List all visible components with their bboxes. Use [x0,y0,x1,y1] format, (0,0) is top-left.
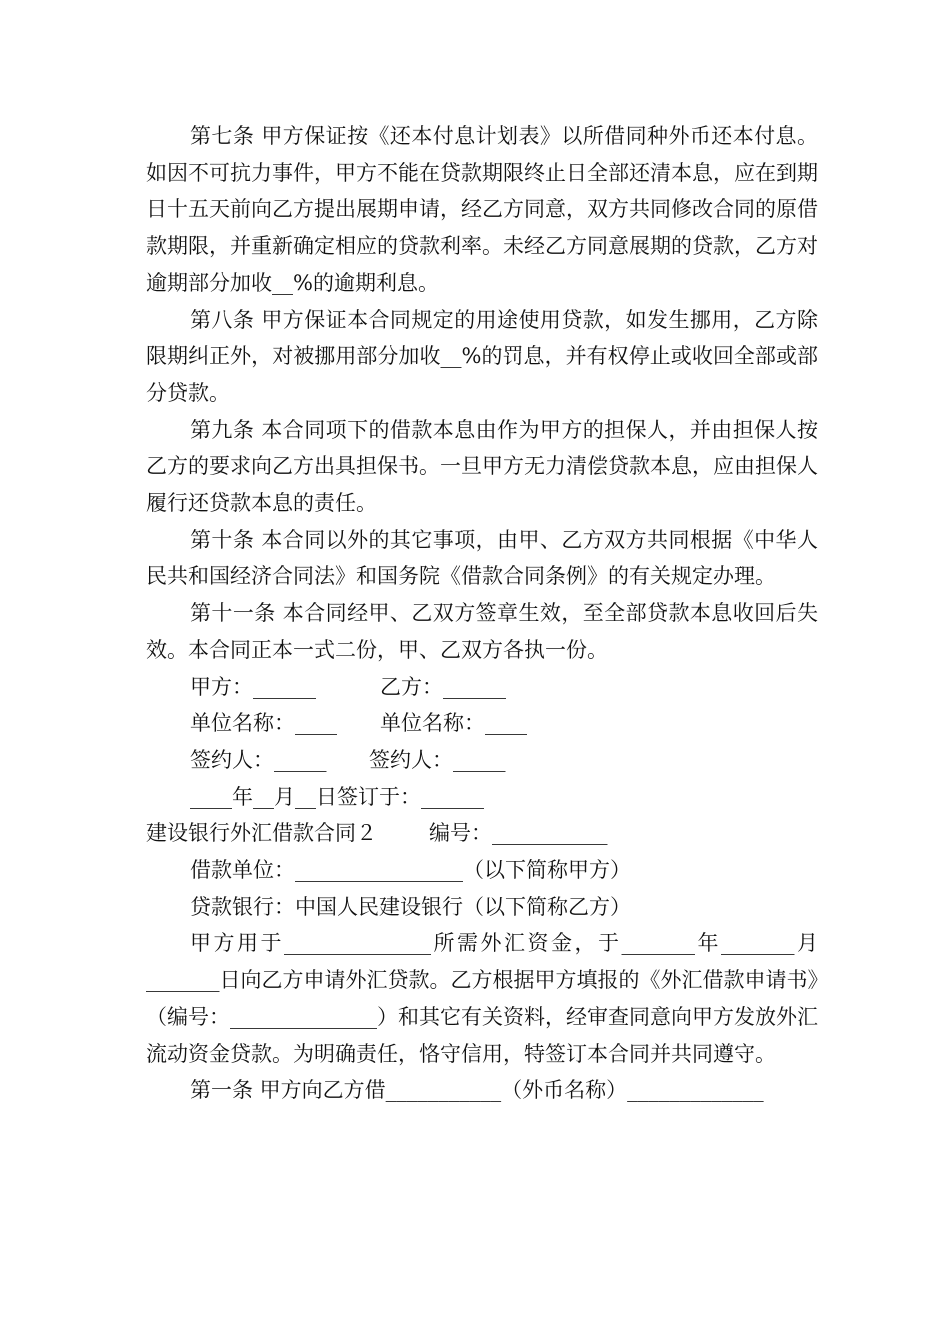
article-10: 第十条 本合同以外的其它事项，由甲、乙方双方共同根据《中华人民共和国经济合同法》和国务院《借款合同条例》的有关规定办理。 [146,527,818,589]
article-7: 第七条 甲方保证按《还本付息计划表》以所借同种外币还本付息。如因不可抗力事件，甲方不能在贷款期限终止日全部还清本息，应在到期日十五天前向乙方提出展期申请，经乙方同意，双方共同修改合同的原借款期限，并重新确定相应的贷款利率。未经乙方同意展期的贷款，乙方对逾期部分加收__%的逾期利息。 [146,124,818,295]
document-body [146,118,818,1109]
signature-date-row: ____年__月__日签订于：______ [190,784,484,809]
contract2-article-1: 第一条 甲方向乙方借___________（外币名称）_____________ [190,1078,764,1103]
contract2-number: 编号：___________ [429,821,608,846]
signer-b-field: 签约人：_____ [369,747,506,772]
contract2-borrower: 借款单位：________________（以下简称甲方） [190,858,631,883]
contract2-title-row [146,815,818,852]
signature-signer-row [146,742,818,779]
signature-unit-row [146,705,818,742]
party-b-field: 乙方：______ [380,674,506,699]
article-9: 第九条 本合同项下的借款本息由作为甲方的担保人，并由担保人按乙方的要求向乙方出具担保书。一旦甲方无力清偿贷款本息，应由担保人履行还贷款本息的责任。 [146,417,818,516]
unit-b-field: 单位名称：____ [380,711,527,736]
article-11: 第十一条 本合同经甲、乙双方签章生效，至全部贷款本息收回后失效。本合同正本一式二份，甲、乙双方各执一份。 [146,601,818,662]
party-a-field: 甲方：______ [190,674,316,699]
signer-a-field: 签约人：_____ [190,747,327,772]
signature-party-row [146,669,818,706]
contract2-title: 建设银行外汇借款合同２ [146,821,377,846]
contract2-intro: 甲方用于______________所需外汇资金，于_______年_______月_______日向乙方申请外汇贷款。乙方根据甲方填报的《外汇借款申请书》（编号：______________）和其它有关资料，经审查同意向甲方发放外汇流动资金贷款。为明确责任，恪守信用，特签订本合同并共同遵守。 [146,931,818,1066]
contract2-lender: 贷款银行：中国人民建设银行（以下简称乙方） [190,894,631,919]
article-8: 第八条 甲方保证本合同规定的用途使用贷款，如发生挪用，乙方除限期纠正外，对被挪用部分加收__%的罚息，并有权停止或收回全部或部分贷款。 [146,307,818,405]
unit-a-field: 单位名称：____ [190,711,337,736]
